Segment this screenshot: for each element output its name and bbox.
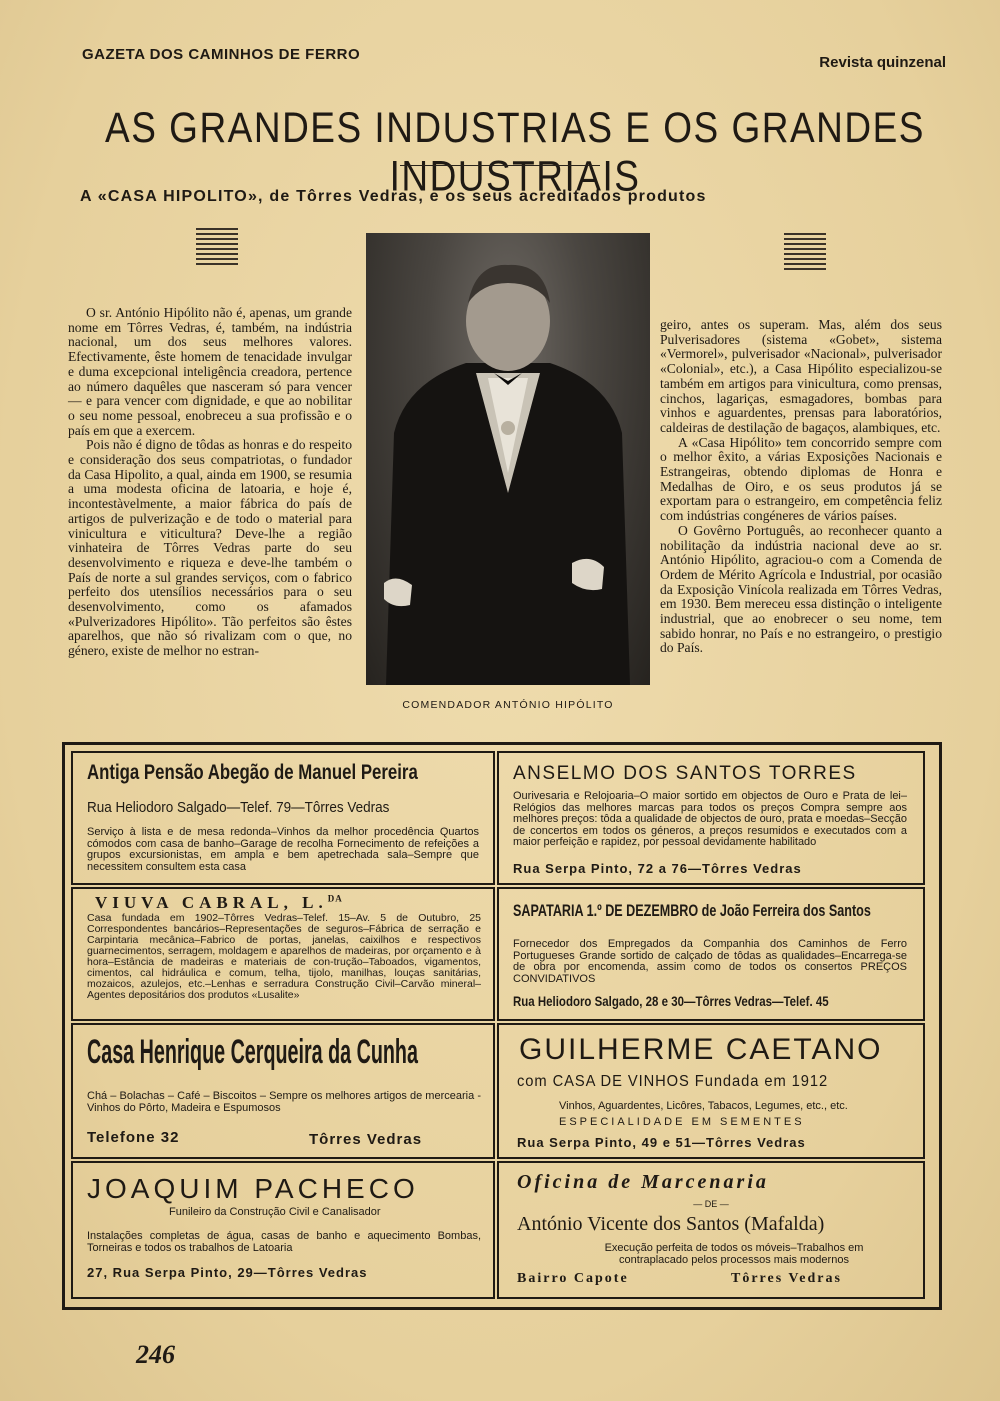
ad-town: Tôrres Vedras [309, 1131, 423, 1148]
ad-title-main: VIUVA CABRAL, L. [95, 893, 328, 912]
ad-body: Casa fundada em 1902–Tôrres Vedras–Telef. 15–Av. 5 de Outubro, 25 Correspondentes bancários–Representações de seguros–Fábrica de serração e Carpintaria mecânica–Fabrico de portas, janelas, caixilhos e respectivos guarnecimentos, serragem, moldagem e aparelhos de madeiras, por orçamento e à hora–Estância de madeiras e materiais de con-trução–Taboados, vigamentos, cimentos, cal hidráulica e comum, telha, tijolo, manilhas, louças sanitárias, mozaicos, azulejos, etc.–Lenhas e serradura Construção Civil–Carvão mineral–Agentes depositários dos produtos «Lusalite» [87, 912, 481, 1001]
ad-title: Casa Henrique Cerqueira da Cunha [87, 1033, 418, 1071]
ad-tagline: Funileiro da Construção Civil e Canalisador [169, 1206, 381, 1218]
ad-tagline: com CASA DE VINHOS Fundada em 1912 [517, 1073, 829, 1090]
ad-body: Chá – Bolachas – Café – Biscoitos – Sempre os melhores artigos de mercearia - Vinhos do Pôrto, Madeira e Espumosos [87, 1090, 481, 1114]
ad-address: Rua Heliodoro Salgado—Telef. 79—Tôrres Vedras [87, 799, 390, 816]
ad-title-suffix: DA [327, 893, 343, 904]
article-title: AS GRANDES INDUSTRIAS E OS GRANDES INDUSTRIAIS [105, 104, 925, 200]
ad-pensao-abegao [71, 751, 495, 885]
article-column-left [68, 306, 352, 659]
photo-caption: COMENDADOR ANTÓNIO HIPÓLITO [402, 699, 614, 711]
ad-address: Rua Heliodoro Salgado, 28 e 30—Tôrres Vedras—Telef. 45 [513, 993, 829, 1009]
ad-body: Execução perfeita de todos os móveis–Trabalhos em contraplacado pelos processos mais modernos [604, 1242, 864, 1266]
ad-phone: Telefone 32 [87, 1129, 180, 1146]
ad-title: SAPATARIA 1.º DE DEZEMBRO de João Ferreira dos Santos [513, 901, 871, 920]
ad-body: Serviço à lista e de mesa redonda–Vinhos da melhor procedência Quartos cómodos com casa de banho–Garage de recolha Fornecimento de refeições a grupos excursionistas, em ampla e bem apetrechada sala–Sempre que necessitem consultem esta casa [87, 826, 479, 873]
ad-specialty: ESPECIALIDADE EM SEMENTES [559, 1116, 805, 1128]
ad-sapataria [497, 887, 925, 1021]
ad-title: ANSELMO DOS SANTOS TORRES [513, 763, 857, 784]
ad-oficina-marcenaria [497, 1161, 925, 1299]
ad-address: Rua Serpa Pinto, 49 e 51—Tôrres Vedras [517, 1135, 806, 1150]
ad-de: — DE — [693, 1199, 729, 1209]
ad-town: Tôrres Vedras [731, 1271, 842, 1286]
ad-body: Ourivesaria e Relojoaria–O maior sortido em objectos de Ouro e Prata de lei–Relógios das melhores marcas para todos os preços Compra sempre aos melhores preços: tôda a qualidade de objectos de ouro, prata e moedas–Secção de concertos em todos os géneros, a preços resumidos e executados com a maior perfeição e rapidez, por pessoal devidamente habilitado [513, 790, 907, 848]
page-number: 246 [136, 1340, 175, 1369]
article-paragraph: Pois não é digno de tôdas as honras e do respeito e consideração dos seus compatriotas, o fundador da Casa Hipolito, a qual, ainda em 1900, se resumia a uma modesta oficina de latoaria, e hoje é, incontestàvelmente, a maior fábrica do país de artigos de pulverização e de todo o material para vinicultura e viticultura? Deve-lhe a região vinhateira de Tôrres Vedras parte do seu desenvolvimento e riqueza e deve-lhe também o País de norte a sul grandes serviços, com o fabrico perfeito dos utensílios necessários para o seu desenvolvimento, como os afamados «Pulverizadores Hipólito». Tão perfeitos são êstes aparelhos, que não só rivalizam com o que, no género, existe de melhor no estran- [68, 437, 352, 659]
publication-frequency: Revista quinzenal [819, 54, 946, 71]
ad-title: JOAQUIM PACHECO [87, 1173, 419, 1204]
ornament-right [784, 232, 826, 270]
ad-address: 27, Rua Serpa Pinto, 29—Tôrres Vedras [87, 1265, 368, 1280]
portrait-photo [366, 233, 650, 685]
ad-guilherme-caetano [497, 1023, 925, 1159]
article-column-right [660, 318, 942, 656]
ad-joaquim-pacheco [71, 1161, 495, 1299]
article-paragraph: O sr. António Hipólito não é, apenas, um grande nome em Tôrres Vedras, é, também, na indústria nacional, um dos seus melhores valores. Efectivamente, êste homem de tenacidade invulgar e duma excepcional inteligência creadora, pertence ao número daquêles que nasceram só para vencer — e para vencer com dignidade, e que ao nobilitar o seu nome pessoal, enobreceu a sua profissão e o país em que a exercem. [68, 305, 352, 438]
ad-henrique-cerqueira [71, 1023, 495, 1159]
ad-anselmo-torres [497, 751, 925, 885]
article-paragraph: geiro, antes os superam. Mas, além dos seus Pulverisadores (sistema «Gobet», sistema «Vermorel», pulverisador «Nacional», pulverisador «Colonial», etc.), a Casa Hipólito especializou-se também em artigos para vinicultura, como prensas, cinchos, lagariças, esmagadores, bombas para vinhos e aguardentes, prensas para laboratórios, caldeiras de destilação de bagaços, alambiques, etc. [660, 317, 942, 435]
article-subtitle: A «CASA HIPOLITO», de Tôrres Vedras, e os seus acreditados produtos [80, 188, 707, 205]
ad-title [95, 893, 343, 913]
ad-owner: António Vicente dos Santos (Mafalda) [517, 1213, 825, 1235]
article-paragraph: O Govêrno Português, ao reconhecer quanto a nobilitação da indústria nacional deve ao sr. António Hipólito, agraciou-o com a Comenda de Ordem de Mérito Agrícola e Industrial, por ocasião da Exposição Vinícola realizada em Tôrres Vedras, em 1930. Bem mereceu essa distinção o inteligente industrial, que ao enobrecer o seu nome, tem sabido honrar, no País e no estrangeiro, o prestigio do País. [660, 522, 942, 656]
ad-body: Vinhos, Aguardentes, Licôres, Tabacos, Legumes, etc., etc. [559, 1100, 848, 1112]
advertisements-grid [62, 742, 942, 1310]
publication-name: GAZETA DOS CAMINHOS DE FERRO [82, 46, 361, 63]
ad-viuva-cabral [71, 887, 495, 1021]
article-paragraph: A «Casa Hipólito» tem concorrido sempre com o melhor êxito, a várias Exposições Nacionais e Estrangeiras, obtendo diplomas de Honra e Medalhas de Oiro, e os seus produtos já se exportam para o estrangeiro, em competência feliz com indústrias congéneres de vários países. [660, 434, 942, 524]
ad-address: Rua Serpa Pinto, 72 a 76—Tôrres Vedras [513, 861, 802, 876]
ad-title: Oficina de Marcenaria [517, 1171, 769, 1193]
ad-body: Fornecedor dos Empregados da Companhia dos Caminhos de Ferro Portugueses Grande sortido de calçado de tôdas as qualidades–Encarrega-se de obra por encomenda, assim como de todos os consertos PREÇOS CONVIDATIVOS [513, 938, 907, 985]
ad-title: Antiga Pensão Abegão de Manuel Pereira [87, 761, 418, 784]
title-divider [400, 165, 600, 166]
ad-body: Instalações completas de água, casas de banho e aquecimento Bombas, Torneiras e todos os trabalhos de Latoaria [87, 1230, 481, 1254]
portrait-illustration [366, 233, 650, 685]
ornament-left [196, 227, 238, 265]
ad-place: Bairro Capote [517, 1271, 629, 1286]
ad-title: GUILHERME CAETANO [519, 1033, 883, 1066]
